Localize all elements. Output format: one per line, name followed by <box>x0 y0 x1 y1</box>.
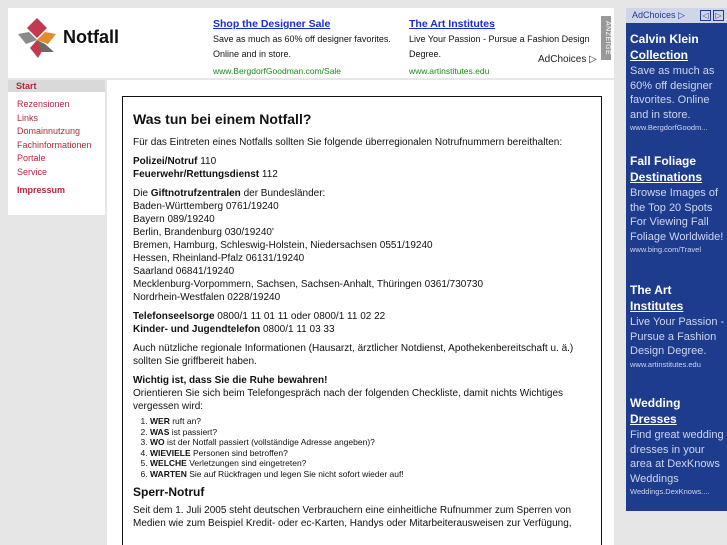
nav-item-start[interactable]: Start <box>8 80 105 92</box>
ad-title-b[interactable]: Destinations <box>630 170 703 184</box>
list-item <box>150 416 591 427</box>
ad-body: Save as much as 60% off designer favorites. Online and in store. <box>630 65 715 121</box>
helplines <box>133 310 591 336</box>
kids-line <box>133 323 591 336</box>
top-ad[interactable] <box>409 17 599 79</box>
list-item <box>150 448 591 459</box>
ad-body: Browse Images of the Top 20 Spots For Viewing Fall Foliage Worldwide! <box>630 187 724 243</box>
ad-url[interactable]: Weddings.DexKnows.... <box>630 487 710 496</box>
poison-line: Mecklenburg-Vorpommern, Sachsen, Sachsen-Anhalt, Thüringen 0361/730730 <box>133 279 484 290</box>
checklist-text: Personen sind betroffen? <box>190 447 288 458</box>
poison-line: Hessen, Rheinland-Pfalz 06131/19240 <box>133 253 305 264</box>
ad-url[interactable]: www.BergdorfGoodm... <box>630 123 708 132</box>
checklist <box>150 416 591 479</box>
section-heading-sperr-notruf: Sperr-Notruf <box>133 485 205 499</box>
police-line <box>133 155 591 168</box>
checklist-text: Verletzungen sind eingetreten? <box>186 458 307 468</box>
calm-heading: Wichtig ist, dass Sie die Ruhe bewahren! <box>133 375 328 386</box>
ad-title-link[interactable]: Shop the Designer Sale <box>213 18 331 30</box>
fire-number: 112 <box>259 169 278 180</box>
kids-label: Kinder- und Jugendtelefon <box>133 324 261 335</box>
ad-title-link[interactable]: The Art Institutes <box>409 18 495 30</box>
kids-number: 0800/1 11 03 33 <box>260 324 335 335</box>
poison-line: Saarland 06841/19240 <box>133 266 235 277</box>
checklist-text: ist der Notfall passiert (vollständige Adresse angeben)? <box>164 437 375 447</box>
nav-item-fachinformationen[interactable]: Fachinformationen <box>17 139 92 150</box>
ad-url[interactable]: www.bing.com/Travel <box>630 245 701 254</box>
poison-line: Bayern 089/19240 <box>133 214 215 225</box>
anzeige-badge: ANZEIGE <box>601 16 611 60</box>
poison-line: Berlin, Brandenburg 030/19240' <box>133 227 274 238</box>
checklist-key: WAS <box>150 426 170 437</box>
site-logo-icon[interactable] <box>16 16 58 60</box>
fire-line <box>133 168 591 181</box>
nav-item-service[interactable]: Service <box>17 166 48 177</box>
left-navigation <box>8 80 105 215</box>
ad-title-b[interactable]: Institutes <box>630 299 684 313</box>
ad-title-link[interactable] <box>630 153 725 185</box>
nav-item-domainnutzung[interactable]: Domainnutzung <box>17 126 81 136</box>
adchoices-link[interactable]: AdChoices ▷ <box>632 10 685 20</box>
list-item <box>150 458 591 469</box>
poison-line: Nordrhein-Westfalen 0228/19240 <box>133 292 281 303</box>
checklist-text: ist passiert? <box>169 426 218 437</box>
poison-heading <box>133 187 591 200</box>
ad-body: Live Your Passion - Pursue a Fashion Design Degree. <box>409 34 590 59</box>
ad-title-link[interactable] <box>630 31 725 63</box>
ad-title-b[interactable]: Dresses <box>630 412 677 426</box>
ad-header-bar <box>626 8 727 23</box>
main-content <box>122 96 602 545</box>
checklist-key: WARTEN <box>150 468 187 479</box>
site-title[interactable]: Notfall <box>63 27 119 47</box>
calm-section <box>133 374 591 413</box>
checklist-text: ruft an? <box>169 416 202 426</box>
tel-label: Telefonseelsorge <box>133 311 215 322</box>
nav-item-portale[interactable]: Portale <box>17 153 46 163</box>
poison-prefix: Die <box>133 188 151 199</box>
nav-item-impressum[interactable]: Impressum <box>17 185 66 195</box>
regional-info: Auch nützliche regionale Informationen (Hausarzt, ärztlicher Notdienst, Apothekenbereitschaft u. ä.) sollten Sie griffbereit haben. <box>133 343 574 367</box>
ad-title-b[interactable]: Collection <box>630 48 689 62</box>
poison-centers <box>133 187 591 304</box>
fire-label: Feuerwehr/Rettungsdienst <box>133 169 260 180</box>
ad-body: Live Your Passion - Pursue a Fashion Design Degree. <box>630 316 725 357</box>
prev-ad-icon[interactable]: ◁ <box>700 10 711 21</box>
right-ad[interactable] <box>630 31 725 132</box>
ad-title-a[interactable]: Fall Foliage <box>630 154 697 168</box>
right-ad[interactable] <box>630 282 725 369</box>
tel-number: 0800/1 11 01 11 oder 0800/1 11 02 22 <box>214 311 386 322</box>
checklist-key: WO <box>150 437 165 447</box>
nav-item-links[interactable]: Links <box>17 112 39 123</box>
top-ad[interactable] <box>213 17 399 79</box>
right-ad[interactable] <box>630 153 725 254</box>
ad-title-link[interactable] <box>630 395 725 427</box>
list-item <box>150 437 591 448</box>
ad-title-a[interactable]: Calvin Klein <box>630 32 699 46</box>
poison-line: Bremen, Hamburg, Schleswig-Holstein, Niedersachsen 0551/19240 <box>133 240 433 251</box>
nav-item-rezensionen[interactable]: Rezensionen <box>17 99 70 109</box>
ad-url[interactable]: www.BergdorfGoodman.com/Sale <box>213 66 342 76</box>
content-wrapper <box>107 80 614 545</box>
ad-url[interactable]: www.artinstitutes.edu <box>409 66 490 76</box>
poison-bold: Giftnotrufzentralen <box>150 188 241 199</box>
ad-body: Save as much as 60% off designer favorites. Online and in store. <box>213 34 391 59</box>
emergency-numbers <box>133 155 591 181</box>
police-label: Polizei/Notruf <box>133 156 198 167</box>
list-item <box>150 427 591 438</box>
ad-title-a[interactable]: The Art <box>630 283 672 297</box>
calm-text: Orientieren Sie sich beim Telefongespräch nach der folgenden Checkliste, damit nichts Wichtiges vergessen wird: <box>133 388 564 412</box>
telefonseelsorge-line <box>133 310 591 323</box>
ad-body: Find great wedding dresses in your area at DexKnows Weddings <box>630 429 724 485</box>
adchoices-link[interactable]: AdChoices ▷ <box>538 54 597 65</box>
checklist-key: WER <box>150 416 170 426</box>
nav-list <box>8 92 105 198</box>
ad-title-link[interactable] <box>630 282 725 314</box>
right-ad[interactable] <box>630 395 725 496</box>
checklist-key: WIEVIELE <box>150 447 191 458</box>
list-item <box>150 469 591 480</box>
intro-text: Für das Eintreten eines Notfalls sollten Sie folgende überregionalen Notrufnummern bereithalten: <box>133 137 563 148</box>
right-ad-column <box>626 8 727 511</box>
next-ad-icon[interactable]: ▷ <box>713 10 724 21</box>
sperr-text: Seit dem 1. Juli 2005 steht deutschen Verbrauchern eine einheitliche Rufnummer zum Sperren von Medien wie zum Beispiel Kredit- oder ec-Karten, Handys oder Mitarbeiterausweisen zur Verfügung, <box>133 505 572 529</box>
poison-line: Baden-Württemberg 0761/19240 <box>133 201 279 212</box>
ad-title-a[interactable]: Wedding <box>630 396 681 410</box>
checklist-key: WELCHE <box>150 458 187 468</box>
ad-url[interactable]: www.artinstitutes.edu <box>630 359 701 369</box>
page-title: Was tun bei einem Notfall? <box>133 111 312 127</box>
poison-suffix: der Bundesländer: <box>240 188 326 199</box>
header <box>8 8 614 78</box>
checklist-text: Sie auf Rückfragen und legen Sie nicht sofort wieder auf! <box>186 468 404 479</box>
police-number: 110 <box>197 156 217 167</box>
